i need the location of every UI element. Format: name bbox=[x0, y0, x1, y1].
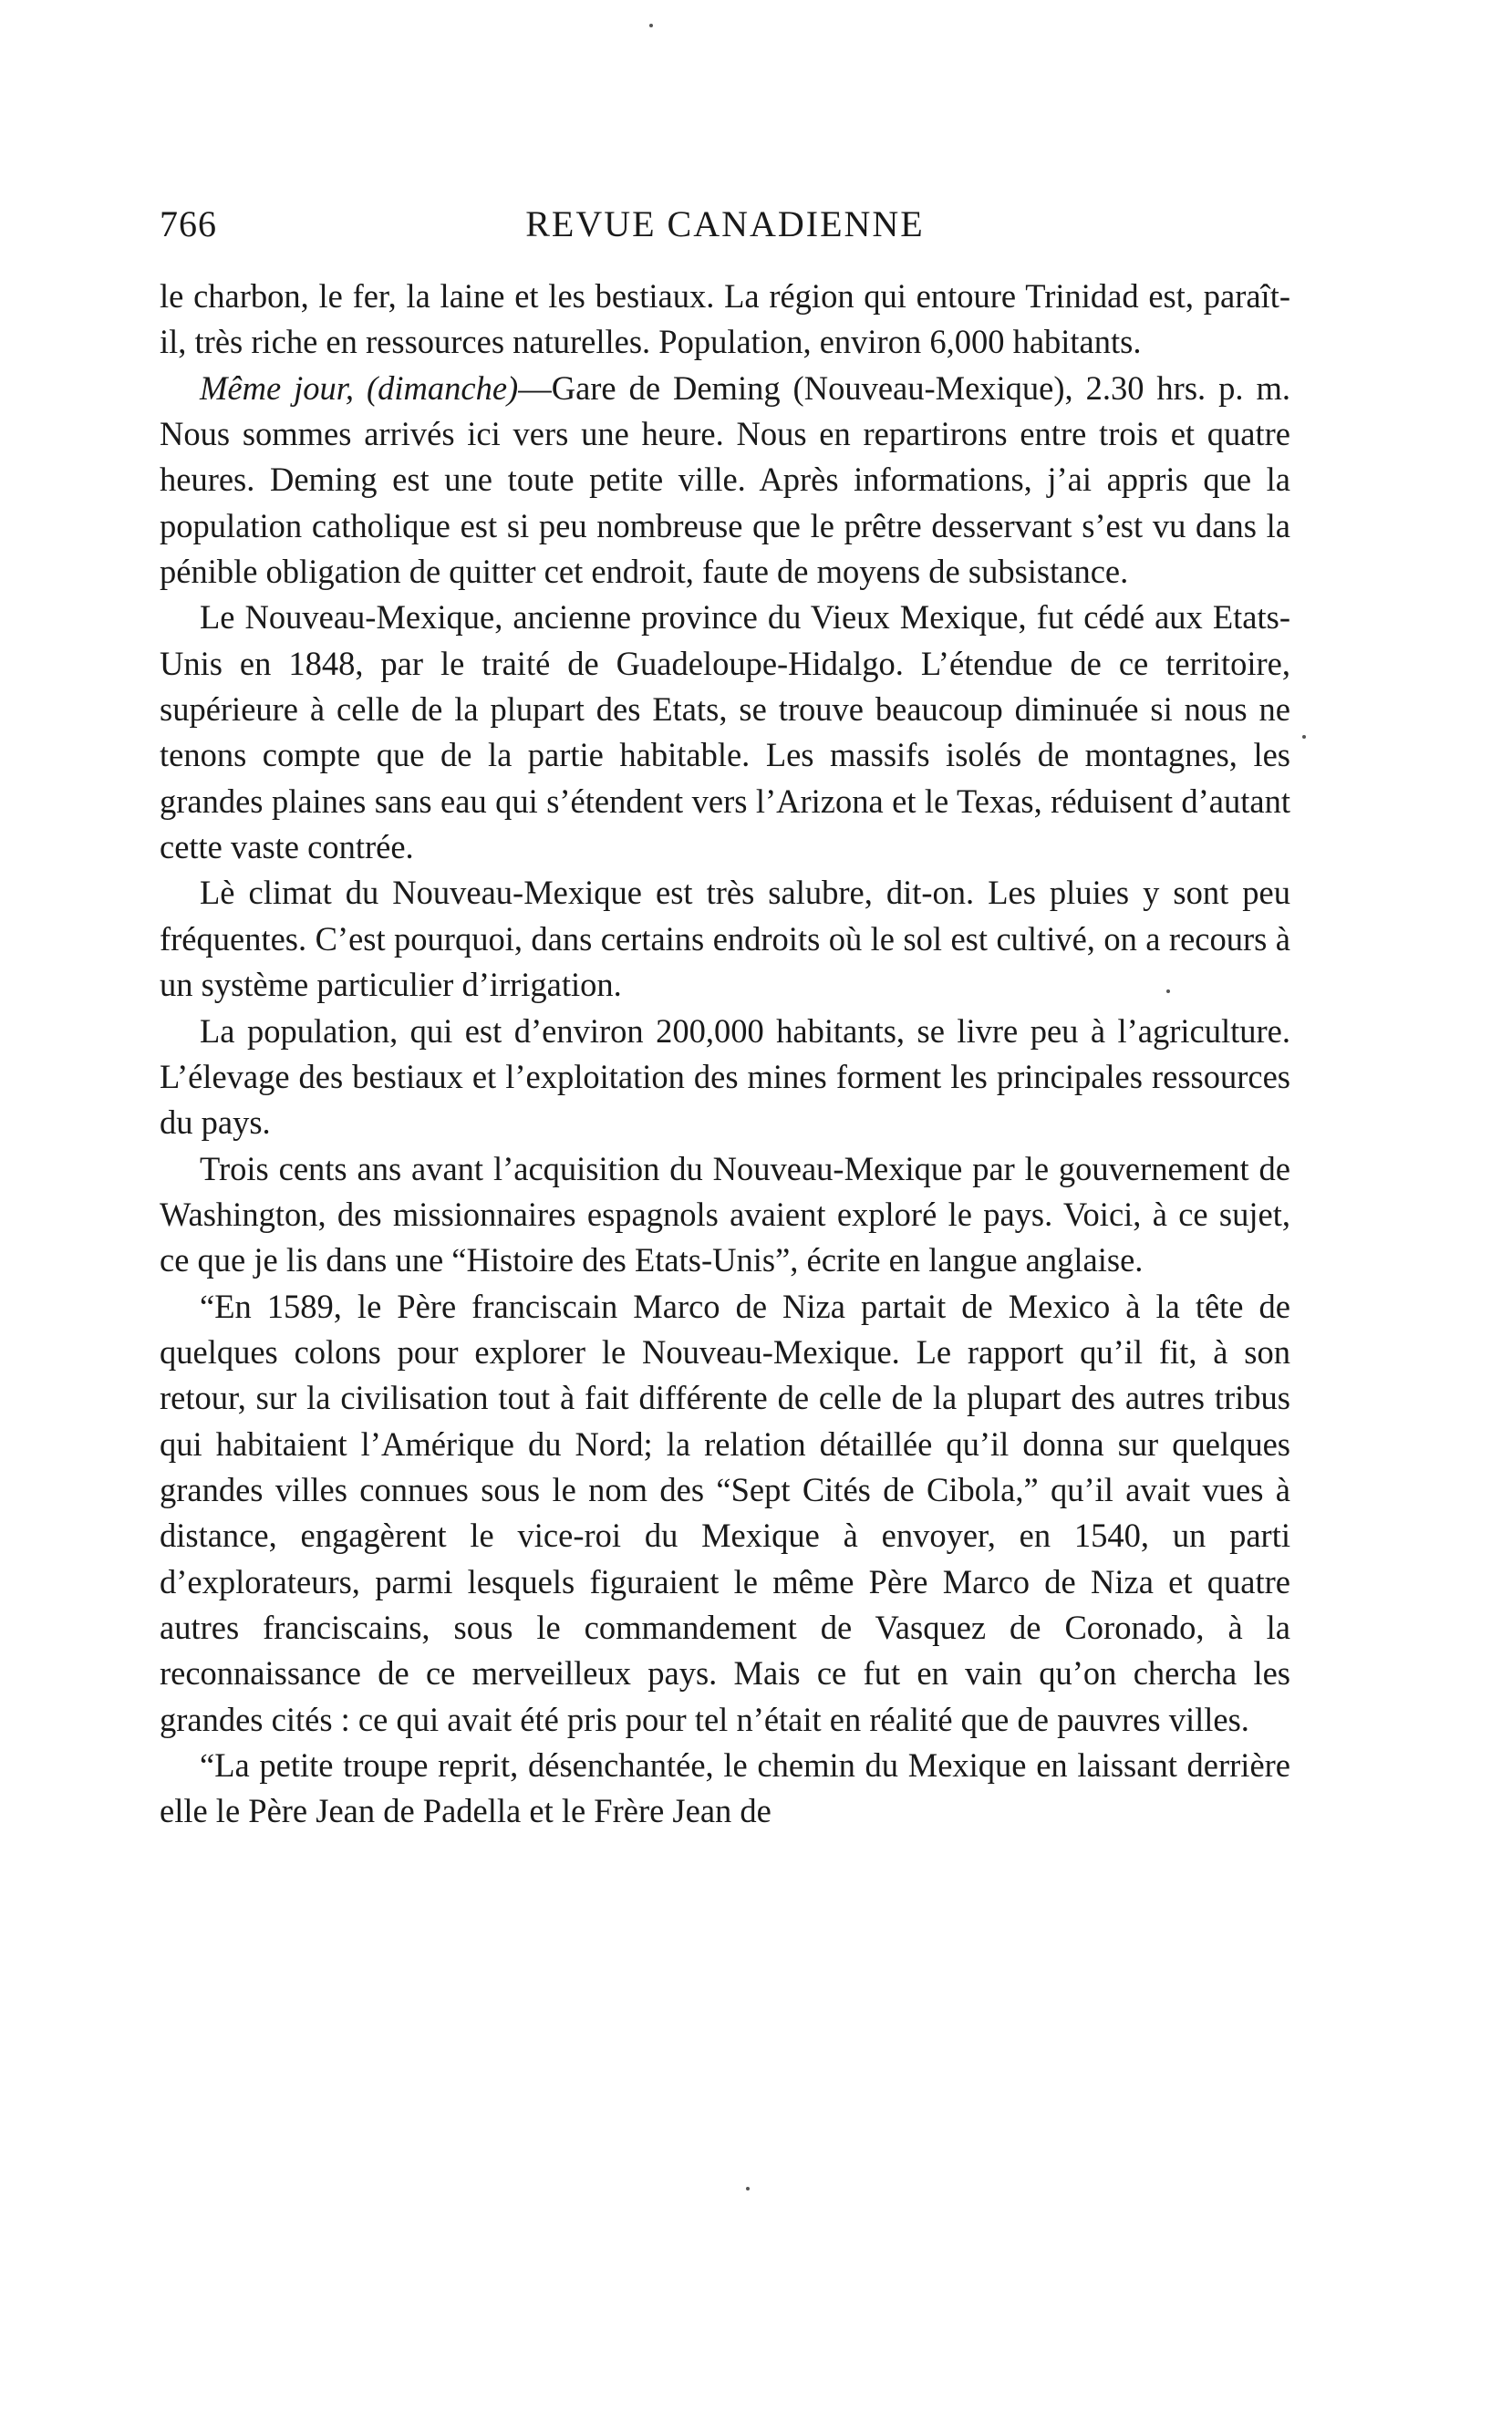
paragraph-text: Trois cents ans avant l’acquisition du Nouveau-Mexique par le gouvernement de Washington, des missionnaires espagnols avaient exploré le pays. Voici, à ce sujet, ce que je lis dans une “Histoire des Etats-Unis”, écrite en langue anglaise. bbox=[160, 1149, 1290, 1279]
paragraph-text: Lè climat du Nouveau-Mexique est très salubre, dit-on. Les pluies y sont peu fréquentes. C’est pourquoi, dans certains endroits où le sol est cultivé, on a recours à un système particulier d’irrigation. bbox=[160, 874, 1290, 1004]
paragraph bbox=[160, 1009, 1290, 1146]
scan-speck bbox=[649, 24, 653, 27]
paragraph-text: “En 1589, le Père franciscain Marco de Niza partait de Mexico à la tête de quelques colons pour explorer le Nouveau-Mexique. Le rapport qu’il fit, à son retour, sur la civilisation tout à fait différente de celle de la plupart des autres tribus qui habitaient l’Amérique du Nord; la relation détaillée qu’il donna sur quelques grandes villes connues sous le nom des “Sept Cités de Cibola,” qu’il avait vues à distance, engagèrent le vice-roi du Mexique à envoyer, en 1540, un parti d’explorateurs, parmi lesquels figuraient le même Père Marco de Niza et quatre autres franciscains, sous le commandement de Vasquez de Coronado, à la reconnaissance de ce merveilleux pays. Mais ce fut en vain qu’on chercha les grandes cités : ce qui avait été pris pour tel n’était en réalité que de pauvres villes. bbox=[160, 1287, 1290, 1738]
paragraph-italic-lead: Même jour, (dimanche) bbox=[200, 368, 519, 407]
paragraph bbox=[160, 1284, 1290, 1743]
paragraph-text: —Gare de Deming (Nouveau-Mexique), 2.30 hrs. p. m. Nous sommes arrivés ici vers une heure. Nous en repartirons entre trois et quatre heures. Deming est une toute petite ville. Après informations, j’ai appris que la population catholique est si peu nombreuse que le prêtre desservant s’est vu dans la pénible obligation de quitter cet endroit, faute de moyens de subsistance. bbox=[160, 368, 1290, 591]
paragraph-text: Le Nouveau-Mexique, ancienne province du Vieux Mexique, fut cédé aux Etats-Unis en 1848, par le traité de Guadeloupe-Hidalgo. L’étendue de ce territoire, supérieure à celle de la plupart des Etats, se trouve beaucoup diminuée si nous ne tenons compte que de la partie habitable. Les massifs isolés de montagnes, les grandes plaines sans eau qui s’étendent vers l’Arizona et le Texas, réduisent d’autant cette vaste contrée. bbox=[160, 598, 1290, 866]
paragraph bbox=[160, 274, 1290, 366]
paragraph-text: La population, qui est d’environ 200,000 habitants, se livre peu à l’agriculture. L’élevage des bestiaux et l’exploitation des mines forment les principales ressources du pays. bbox=[160, 1011, 1290, 1142]
page-header bbox=[160, 202, 1290, 248]
running-title: REVUE CANADIENNE bbox=[525, 203, 925, 244]
paragraph-text: “La petite troupe reprit, désenchantée, le chemin du Mexique en laissant derrière elle le Père Jean de Padella et le Frère Jean de bbox=[160, 1746, 1290, 1830]
paragraph bbox=[160, 366, 1290, 595]
paragraph bbox=[160, 595, 1290, 870]
paragraph bbox=[160, 1146, 1290, 1284]
paragraph bbox=[160, 1743, 1290, 1835]
paragraph bbox=[160, 870, 1290, 1008]
scan-speck bbox=[1166, 989, 1170, 993]
paragraph-text: le charbon, le fer, la laine et les bestiaux. La région qui entoure Trinidad est, paraît-il, très riche en ressources naturelles. Population, environ 6,000 habitants. bbox=[160, 277, 1290, 361]
body-text bbox=[160, 274, 1290, 1835]
scan-speck bbox=[746, 2187, 750, 2190]
page-number: 766 bbox=[160, 203, 217, 244]
scan-speck bbox=[1302, 735, 1306, 739]
